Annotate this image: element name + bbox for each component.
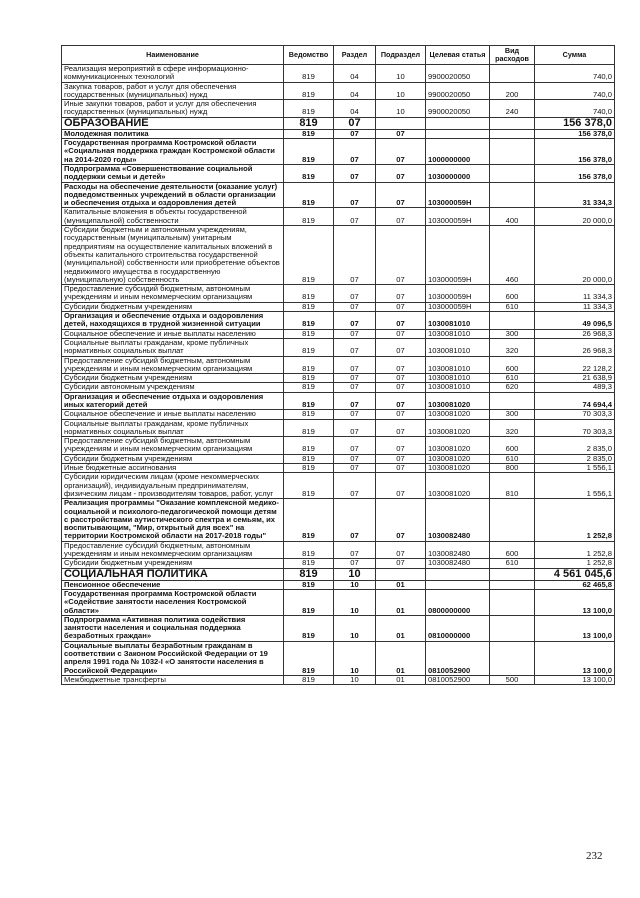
row-name: Государственная программа Костромской области «Социальная поддержка граждан Костромской области на 2014-2020 годы»: [62, 139, 284, 165]
row-section: 07: [334, 392, 376, 410]
row-subsection: 01: [376, 589, 426, 615]
row-target-article: [426, 568, 490, 580]
row-section: 10: [334, 589, 376, 615]
row-expense-type: 620: [490, 383, 535, 392]
row-section: 07: [334, 437, 376, 455]
table-row: [62, 568, 615, 580]
row-section: 07: [334, 356, 376, 374]
row-name: Социальное обеспечение и иные выплаты населению: [62, 329, 284, 338]
row-target-article: 1030081010: [426, 329, 490, 338]
row-name: ОБРАЗОВАНИЕ: [62, 117, 284, 129]
row-target-article: 1030081020: [426, 419, 490, 437]
table-row: [62, 383, 615, 392]
row-subsection: 07: [376, 437, 426, 455]
row-section: 07: [334, 473, 376, 499]
table-row: [62, 329, 615, 338]
table-row: [62, 100, 615, 118]
row-section: 07: [334, 559, 376, 568]
row-subsection: 01: [376, 615, 426, 641]
row-department: 819: [284, 208, 334, 226]
row-expense-type: 400: [490, 208, 535, 226]
row-department: 819: [284, 182, 334, 208]
row-amount: 2 835,0: [535, 454, 615, 463]
row-subsection: 10: [376, 82, 426, 100]
row-target-article: 103000059Н: [426, 302, 490, 311]
row-subsection: 07: [376, 473, 426, 499]
row-department: 819: [284, 117, 334, 129]
row-expense-type: [490, 568, 535, 580]
row-target-article: 1030081010: [426, 383, 490, 392]
table-row: [62, 410, 615, 419]
row-section: 07: [334, 464, 376, 473]
row-amount: 13 100,0: [535, 589, 615, 615]
table-row: [62, 675, 615, 684]
row-expense-type: 600: [490, 437, 535, 455]
row-name: Предоставление субсидий бюджетным, автономным учреждениям и иным некоммерческим организациям: [62, 437, 284, 455]
row-amount: 22 128,2: [535, 356, 615, 374]
row-department: 819: [284, 100, 334, 118]
row-subsection: 07: [376, 559, 426, 568]
row-department: 819: [284, 437, 334, 455]
table-row: [62, 208, 615, 226]
row-expense-type: 610: [490, 559, 535, 568]
table-row: [62, 392, 615, 410]
row-name: Реализация мероприятий в сфере информационно-коммуникационных технологий: [62, 65, 284, 83]
row-target-article: 1000000000: [426, 139, 490, 165]
row-expense-type: [490, 129, 535, 138]
row-name: Субсидии автономным учреждениям: [62, 383, 284, 392]
row-expense-type: [490, 580, 535, 589]
row-name: Иные закупки товаров, работ и услуг для обеспечения государственных (муниципальных) нужд: [62, 100, 284, 118]
row-department: 819: [284, 356, 334, 374]
row-section: 07: [334, 454, 376, 463]
row-department: 819: [284, 580, 334, 589]
row-expense-type: [490, 499, 535, 541]
row-target-article: [426, 580, 490, 589]
row-section: 07: [334, 329, 376, 338]
row-section: 10: [334, 675, 376, 684]
row-target-article: 1030081020: [426, 392, 490, 410]
row-expense-type: 610: [490, 374, 535, 383]
row-subsection: [376, 568, 426, 580]
row-name: Субсидии бюджетным и автономным учреждениям, государственным (муниципальным) унитарным предприятиям на осуществление капитальных вложений в объекты капитального строительства государственной (муниципальной) собственности или приобретение объектов недвижимого имущества в государственную (муниципальную) собственность: [62, 226, 284, 285]
row-name: Субсидии бюджетным учреждениям: [62, 302, 284, 311]
table-row: [62, 589, 615, 615]
table-row: [62, 499, 615, 541]
row-subsection: 10: [376, 65, 426, 83]
row-department: 819: [284, 419, 334, 437]
row-department: 819: [284, 374, 334, 383]
row-section: 07: [334, 117, 376, 129]
table-row: [62, 312, 615, 330]
row-section: 07: [334, 182, 376, 208]
row-name: Закупка товаров, работ и услуг для обеспечения государственных (муниципальных) нужд: [62, 82, 284, 100]
row-department: 819: [284, 65, 334, 83]
row-name: Субсидии юридическим лицам (кроме некоммерческих организаций), индивидуальным предпринимателям, физическим лицам - производителям товаров, работ, услуг: [62, 473, 284, 499]
row-amount: 740,0: [535, 100, 615, 118]
row-amount: 74 694,4: [535, 392, 615, 410]
row-target-article: 1030081020: [426, 454, 490, 463]
row-subsection: 07: [376, 356, 426, 374]
row-name: Субсидии бюджетным учреждениям: [62, 559, 284, 568]
row-target-article: 1030081010: [426, 356, 490, 374]
row-amount: 26 968,3: [535, 338, 615, 356]
header-name: Наименование: [62, 46, 284, 65]
row-amount: 1 252,8: [535, 499, 615, 541]
row-subsection: 07: [376, 312, 426, 330]
row-amount: 13 100,0: [535, 615, 615, 641]
row-section: 07: [334, 419, 376, 437]
table-row: [62, 356, 615, 374]
row-section: 10: [334, 615, 376, 641]
row-target-article: [426, 129, 490, 138]
row-expense-type: 300: [490, 329, 535, 338]
row-expense-type: 600: [490, 541, 535, 559]
row-department: 819: [284, 541, 334, 559]
row-expense-type: [490, 139, 535, 165]
row-section: 07: [334, 164, 376, 182]
row-target-article: 1030082480: [426, 559, 490, 568]
row-amount: 13 100,0: [535, 641, 615, 675]
row-department: 819: [284, 568, 334, 580]
row-section: 07: [334, 410, 376, 419]
row-section: 07: [334, 139, 376, 165]
row-target-article: 1030000000: [426, 164, 490, 182]
row-department: 819: [284, 499, 334, 541]
row-amount: 70 303,3: [535, 419, 615, 437]
row-target-article: 1030081020: [426, 464, 490, 473]
table-row: [62, 182, 615, 208]
row-name: Расходы на обеспечение деятельности (оказание услуг) подведомственных учреждений в области организации и обеспечения отдыха и оздоровления детей: [62, 182, 284, 208]
row-department: 819: [284, 410, 334, 419]
row-subsection: 07: [376, 392, 426, 410]
row-amount: 156 378,0: [535, 139, 615, 165]
row-section: 07: [334, 541, 376, 559]
row-subsection: 07: [376, 541, 426, 559]
row-section: 07: [334, 383, 376, 392]
row-section: 04: [334, 100, 376, 118]
row-amount: 31 334,3: [535, 182, 615, 208]
row-section: 10: [334, 580, 376, 589]
row-department: 819: [284, 329, 334, 338]
row-department: 819: [284, 615, 334, 641]
row-amount: 11 334,3: [535, 285, 615, 303]
row-amount: 156 378,0: [535, 117, 615, 129]
table-row: [62, 338, 615, 356]
table-row: [62, 541, 615, 559]
row-target-article: 103000059Н: [426, 285, 490, 303]
row-target-article: 1030082480: [426, 499, 490, 541]
row-expense-type: 800: [490, 464, 535, 473]
row-department: 819: [284, 392, 334, 410]
row-target-article: 103000059Н: [426, 226, 490, 285]
row-section: 04: [334, 65, 376, 83]
row-department: 819: [284, 226, 334, 285]
row-name: Социальные выплаты гражданам, кроме публичных нормативных социальных выплат: [62, 419, 284, 437]
table-row: [62, 285, 615, 303]
header-department: Ведомство: [284, 46, 334, 65]
row-subsection: 07: [376, 464, 426, 473]
table-row: [62, 615, 615, 641]
row-target-article: 103000059Н: [426, 182, 490, 208]
row-expense-type: [490, 392, 535, 410]
row-expense-type: 610: [490, 454, 535, 463]
row-expense-type: [490, 312, 535, 330]
row-subsection: 10: [376, 100, 426, 118]
row-section: 07: [334, 129, 376, 138]
row-name: Иные бюджетные ассигнования: [62, 464, 284, 473]
row-expense-type: 200: [490, 82, 535, 100]
row-department: 819: [284, 82, 334, 100]
row-name: Предоставление субсидий бюджетным, автономным учреждениям и иным некоммерческим организациям: [62, 285, 284, 303]
header-expense-type: Вид расходов: [490, 46, 535, 65]
row-expense-type: [490, 164, 535, 182]
row-subsection: 07: [376, 208, 426, 226]
row-subsection: 01: [376, 675, 426, 684]
row-name: Межбюджетные трансферты: [62, 675, 284, 684]
row-amount: 489,3: [535, 383, 615, 392]
row-expense-type: [490, 117, 535, 129]
page-number: 232: [586, 850, 603, 862]
row-amount: 1 556,1: [535, 473, 615, 499]
row-subsection: 07: [376, 302, 426, 311]
row-subsection: 07: [376, 329, 426, 338]
row-subsection: 07: [376, 338, 426, 356]
row-subsection: 07: [376, 285, 426, 303]
table-header-row: [62, 46, 615, 65]
row-subsection: 07: [376, 454, 426, 463]
row-name: Субсидии бюджетным учреждениям: [62, 454, 284, 463]
row-name: Подпрограмма «Совершенствование социальной поддержки семьи и детей»: [62, 164, 284, 182]
table-row: [62, 226, 615, 285]
row-department: 819: [284, 302, 334, 311]
row-subsection: 07: [376, 164, 426, 182]
row-subsection: 07: [376, 139, 426, 165]
row-name: Социальные выплаты гражданам, кроме публичных нормативных социальных выплат: [62, 338, 284, 356]
table-row: [62, 419, 615, 437]
row-expense-type: 320: [490, 419, 535, 437]
row-section: 07: [334, 226, 376, 285]
row-subsection: 07: [376, 383, 426, 392]
table-row: [62, 559, 615, 568]
table-body: [62, 65, 615, 685]
row-department: 819: [284, 338, 334, 356]
row-target-article: 9900020050: [426, 82, 490, 100]
row-amount: 20 000,0: [535, 226, 615, 285]
row-expense-type: [490, 65, 535, 83]
row-target-article: 103000059Н: [426, 208, 490, 226]
row-expense-type: [490, 182, 535, 208]
row-subsection: 07: [376, 129, 426, 138]
row-target-article: [426, 117, 490, 129]
row-subsection: 07: [376, 419, 426, 437]
table-row: [62, 473, 615, 499]
row-name: Пенсионное обеспечение: [62, 580, 284, 589]
row-expense-type: [490, 615, 535, 641]
row-amount: 11 334,3: [535, 302, 615, 311]
row-section: 04: [334, 82, 376, 100]
row-department: 819: [284, 454, 334, 463]
row-amount: 740,0: [535, 82, 615, 100]
row-section: 10: [334, 641, 376, 675]
row-subsection: 07: [376, 410, 426, 419]
row-subsection: [376, 117, 426, 129]
row-target-article: 1030081010: [426, 374, 490, 383]
row-department: 819: [284, 383, 334, 392]
row-target-article: 0800000000: [426, 589, 490, 615]
row-name: Предоставление субсидий бюджетным, автономным учреждениям и иным некоммерческим организациям: [62, 541, 284, 559]
row-name: Социальные выплаты безработным гражданам в соответствии с Законом Российской Федерации от 19 апреля 1991 года № 1032-I «О занятости населения в Российской Федерации»: [62, 641, 284, 675]
row-target-article: 0810052900: [426, 641, 490, 675]
row-expense-type: 240: [490, 100, 535, 118]
row-section: 07: [334, 208, 376, 226]
table-row: [62, 65, 615, 83]
row-department: 819: [284, 139, 334, 165]
row-section: 07: [334, 302, 376, 311]
row-department: 819: [284, 675, 334, 684]
row-section: 07: [334, 312, 376, 330]
row-department: 819: [284, 559, 334, 568]
header-section: Раздел: [334, 46, 376, 65]
row-name: Капитальные вложения в объекты государственной (муниципальной) собственности: [62, 208, 284, 226]
row-expense-type: 500: [490, 675, 535, 684]
table-row: [62, 139, 615, 165]
row-expense-type: 300: [490, 410, 535, 419]
row-name: Организация и обеспечение отдыха и оздоровления иных категорий детей: [62, 392, 284, 410]
row-expense-type: 460: [490, 226, 535, 285]
row-name: СОЦИАЛЬНАЯ ПОЛИТИКА: [62, 568, 284, 580]
row-target-article: 1030081020: [426, 410, 490, 419]
row-subsection: 07: [376, 374, 426, 383]
row-name: Социальное обеспечение и иные выплаты населению: [62, 410, 284, 419]
row-target-article: 1030081020: [426, 473, 490, 499]
row-expense-type: 610: [490, 302, 535, 311]
row-expense-type: [490, 641, 535, 675]
row-subsection: 07: [376, 499, 426, 541]
row-department: 819: [284, 589, 334, 615]
row-name: Государственная программа Костромской области «Содействие занятости населения Костромской области»: [62, 589, 284, 615]
row-name: Реализация программы "Оказание комплексной медико-социальной и психолого-педагогической помощи детям с расстройствами аутистического спектра и семьям, их воспитывающим, "Мир, открытый для всех" на территории Костромской области на 2017-2018 годы": [62, 499, 284, 541]
row-amount: 156 378,0: [535, 164, 615, 182]
row-expense-type: [490, 589, 535, 615]
row-amount: 20 000,0: [535, 208, 615, 226]
row-amount: 13 100,0: [535, 675, 615, 684]
row-name: Предоставление субсидий бюджетным, автономным учреждениям и иным некоммерческим организациям: [62, 356, 284, 374]
budget-table: [61, 45, 615, 685]
table-row: [62, 437, 615, 455]
row-target-article: 1030081010: [426, 312, 490, 330]
table-row: [62, 82, 615, 100]
row-section: 07: [334, 338, 376, 356]
row-target-article: 0810052900: [426, 675, 490, 684]
row-amount: 156 378,0: [535, 129, 615, 138]
header-subsection: Подраздел: [376, 46, 426, 65]
row-name: Организация и обеспечение отдыха и оздоровления детей, находящихся в трудной жизненной ситуации: [62, 312, 284, 330]
row-department: 819: [284, 473, 334, 499]
row-subsection: 07: [376, 182, 426, 208]
row-target-article: 1030081020: [426, 437, 490, 455]
row-amount: 2 835,0: [535, 437, 615, 455]
header-amount: Сумма: [535, 46, 615, 65]
row-amount: 26 968,3: [535, 329, 615, 338]
row-department: 819: [284, 285, 334, 303]
row-subsection: 07: [376, 226, 426, 285]
row-department: 819: [284, 164, 334, 182]
row-section: 07: [334, 374, 376, 383]
row-name: Молодежная политика: [62, 129, 284, 138]
row-amount: 1 556,1: [535, 464, 615, 473]
row-expense-type: 600: [490, 285, 535, 303]
row-amount: 21 638,9: [535, 374, 615, 383]
row-amount: 4 561 045,6: [535, 568, 615, 580]
row-amount: 70 303,3: [535, 410, 615, 419]
row-target-article: 9900020050: [426, 65, 490, 83]
row-section: 10: [334, 568, 376, 580]
row-target-article: 0810000000: [426, 615, 490, 641]
row-amount: 1 252,8: [535, 559, 615, 568]
row-target-article: 1030082480: [426, 541, 490, 559]
row-amount: 49 096,5: [535, 312, 615, 330]
row-target-article: 9900020050: [426, 100, 490, 118]
row-expense-type: 320: [490, 338, 535, 356]
row-section: 07: [334, 499, 376, 541]
row-expense-type: 810: [490, 473, 535, 499]
row-subsection: 01: [376, 580, 426, 589]
table-row: [62, 164, 615, 182]
row-subsection: 01: [376, 641, 426, 675]
row-expense-type: 600: [490, 356, 535, 374]
row-name: Подпрограмма «Активная политика содействия занятости населения и социальная поддержка безработных граждан»: [62, 615, 284, 641]
row-name: Субсидии бюджетным учреждениям: [62, 374, 284, 383]
row-amount: 62 465,8: [535, 580, 615, 589]
row-department: 819: [284, 641, 334, 675]
table-row: [62, 641, 615, 675]
row-department: 819: [284, 464, 334, 473]
row-amount: 1 252,8: [535, 541, 615, 559]
row-department: 819: [284, 312, 334, 330]
row-amount: 740,0: [535, 65, 615, 83]
row-section: 07: [334, 285, 376, 303]
row-target-article: 1030081010: [426, 338, 490, 356]
header-target-article: Целевая статья: [426, 46, 490, 65]
table-row: [62, 117, 615, 129]
row-department: 819: [284, 129, 334, 138]
